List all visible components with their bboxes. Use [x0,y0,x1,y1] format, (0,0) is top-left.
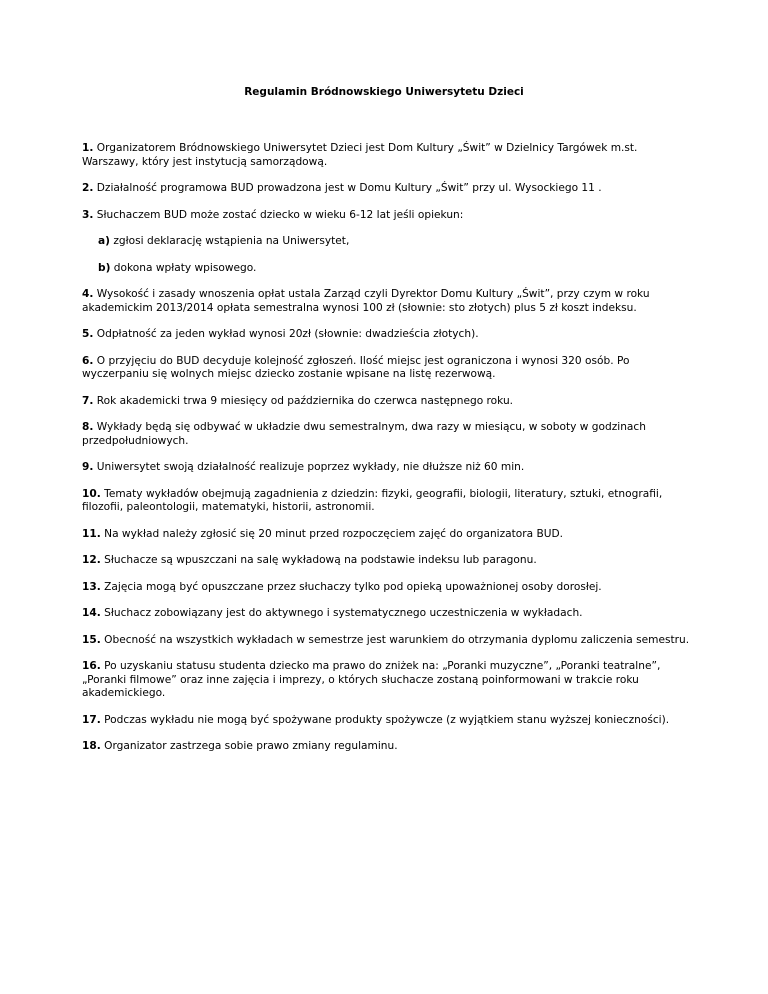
rule-text: Działalność programowa BUD prowadzona jest w Domu Kultury „Świt” przy ul. Wysockiego 11 . [93,182,602,194]
rule-text: Zajęcia mogą być opuszczane przez słuchaczy tylko pod opieką upoważnionej osoby dorosłej. [100,580,602,593]
rule-number: 10. [82,487,101,500]
rule-text: Słuchacz zobowiązany jest do aktywnego i systematycznego uczestniczenia w wykładach. [100,607,583,619]
rule-number: a) [98,235,110,247]
rule-3b [98,262,694,276]
rule-13 [82,581,694,595]
rule-number: 3. [82,208,94,221]
rule-number: 1. [82,142,94,154]
rule-number: 5. [82,328,94,340]
rule-11 [82,528,694,542]
rule-number: 17. [82,713,101,726]
rule-number: 15. [82,633,101,646]
document-title: Regulamin Bródnowskiego Uniwersytetu Dzieci [244,86,524,98]
rule-17 [82,714,694,728]
rule-2 [82,182,694,196]
rule-text: Słuchaczem BUD może zostać dziecko w wieku 6-12 lat jeśli opiekun: [93,208,464,221]
rule-7 [82,395,694,409]
rule-text: Rok akademicki trwa 9 miesięcy od października do czerwca następnego roku. [93,394,514,407]
rule-text: Podczas wykładu nie mogą być spożywane produkty spożywcze (z wyjątkiem stanu wyższej konieczności). [100,713,670,726]
rule-18 [82,740,694,754]
rule-text: Organizatorem Bródnowskiego Uniwersytet Dzieci jest Dom Kultury „Świt” w Dzielnicy Targówek m.st. Warszawy, który jest instytucją samorządową. [82,142,638,168]
rule-number: b) [98,261,111,274]
rule-text: Wysokość i zasady wnoszenia opłat ustala Zarząd czyli Dyrektor Domu Kultury „Świt”, przy czym w roku akademickim 2013/2014 opłata semestralna wynosi 100 zł (słownie: sto złotych) plus 5 zł koszt indeksu. [82,288,650,314]
rule-3 [82,209,694,223]
rule-number: 7. [82,394,94,407]
rule-text: Słuchacze są wpuszczani na salę wykładową na podstawie indeksu lub paragonu. [100,554,537,566]
rule-9 [82,461,694,475]
rule-15 [82,634,694,648]
rule-number: 13. [82,580,101,593]
rule-number: 6. [82,354,94,367]
rule-number: 2. [82,182,94,194]
rule-6 [82,355,694,382]
rule-text: Tematy wykładów obejmują zagadnienia z dziedzin: fizyki, geografii, biologii, literatury, sztuki, etnografii, filozofii, paleontologii, matematyki, historii, astronomii. [82,487,663,513]
rule-number: 12. [82,554,101,566]
rule-text: Odpłatność za jeden wykład wynosi 20zł (słownie: dwadzieścia złotych). [93,328,479,340]
rule-12 [82,554,694,568]
rule-4 [82,288,694,315]
rule-number: 16. [82,660,101,672]
rule-1 [82,142,694,169]
rule-10 [82,488,694,515]
rule-8 [82,421,694,448]
rule-14 [82,607,694,621]
rule-text: Uniwersytet swoją działalność realizuje poprzez wykłady, nie dłuższe niż 60 min. [93,461,525,473]
rule-5 [82,328,694,342]
rule-number: 9. [82,461,94,473]
rule-text: O przyjęciu do BUD decyduje kolejność zgłoszeń. Ilość miejsc jest ograniczona i wynosi 320 osób. Po wyczerpaniu się wolnych miejsc dziecko zostanie wpisane na listę rezerwową. [82,354,630,380]
rule-text: Obecność na wszystkich wykładach w semestrze jest warunkiem do otrzymania dyplomu zaliczenia semestru. [100,633,690,646]
rule-text: Po uzyskaniu statusu studenta dziecko ma prawo do zniżek na: „Poranki muzyczne”, „Poranki teatralne”, „Poranki filmowe” oraz inne zajęcia i imprezy, o których słuchacze zostaną poinformowani w trakcie roku akademickiego. [82,660,661,699]
rule-number: 18. [82,740,101,752]
rules-list [82,142,694,767]
rule-number: 14. [82,607,101,619]
rule-text: Organizator zastrzega sobie prawo zmiany regulaminu. [100,740,398,752]
rule-number: 4. [82,288,94,300]
rule-text: zgłosi deklarację wstąpienia na Uniwersytet, [110,235,350,247]
rule-number: 11. [82,527,101,540]
rule-number: 8. [82,421,94,433]
rule-text: Na wykład należy zgłosić się 20 minut przed rozpoczęciem zajęć do organizatora BUD. [100,527,564,540]
rule-text: dokona wpłaty wpisowego. [110,261,257,274]
rule-3a [98,235,694,249]
rule-text: Wykłady będą się odbywać w układzie dwu semestralnym, dwa razy w miesiącu, w soboty w godzinach przedpołudniowych. [82,421,646,447]
rule-16 [82,660,694,701]
